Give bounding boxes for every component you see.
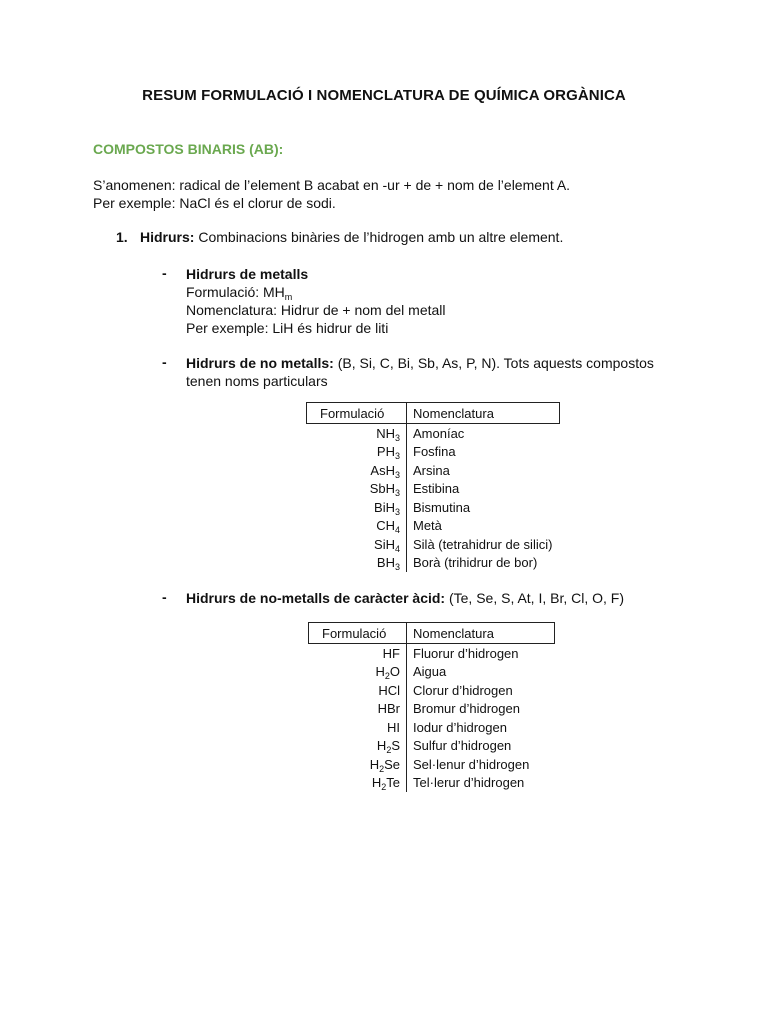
table-row [307,517,560,536]
hidrurs-no-metalls-table [306,402,560,572]
table-row [309,700,555,719]
name-cell: Amoníac [413,425,465,441]
formula-cell: HI [309,718,407,737]
intro-line-1: S’anomenen: radical de l’element B acabat en -ur + de + nom de l’element A. [93,177,571,193]
table-header-nomenclatura: Nomenclatura [407,403,560,424]
bullet-dash: - [162,354,167,370]
no-metalls-text: (B, Si, C, Bi, Sb, As, P, N). Tots aquests compostos [333,355,654,371]
table-row [309,774,555,793]
formula-cell: BiH$_3$ [307,498,407,517]
formula-cell: SiH$_4$ [307,535,407,554]
metalls-block [186,265,446,337]
formula-cell: HCl [309,681,407,700]
formula-cell: HBr [309,700,407,719]
list-item-label: Hidrurs: [140,229,195,245]
metalls-nomenclatura: Nomenclatura: Hidrur de + nom del metall [186,302,446,318]
formula-cell: $H_2S$ [309,737,407,756]
table-row [309,663,555,682]
name-cell: Tel·lerur d’hidrogen [413,775,525,791]
table-row [307,424,560,443]
name-cell: Clorur d’hidrogen [413,682,513,698]
acid-heading: Hidrurs de no-metalls de caràcter àcid: [186,590,446,606]
formula-cell: HF [309,644,407,663]
table-row [309,737,555,756]
name-cell: Sulfur d’hidrogen [413,738,512,754]
formula-cell: $NH_3$ [307,424,407,443]
no-metalls-heading: Hidrurs de no metalls: [186,355,334,371]
name-cell: Silà (tetrahidrur de silici) [413,536,553,552]
name-cell: Arsina [413,462,450,478]
acid-text: (Te, Se, S, At, I, Br, Cl, O, F) [445,590,625,606]
table-row [307,461,560,480]
formula-cell: $BH_3$ [307,554,407,573]
table-row [307,498,560,517]
list-item-hidrurs [140,229,563,245]
table-row [307,443,560,462]
bullet-dash: - [162,589,167,605]
hidrurs-acids-table [308,622,555,792]
table-header-nomenclatura: Nomenclatura [407,623,555,644]
page-title: RESUM FORMULACIÓ I NOMENCLATURA DE QUÍMICA ORGÀNICA [142,87,626,104]
table-row [309,644,555,663]
section-heading: COMPOSTOS BINARIS (AB): [93,141,284,157]
name-cell: Metà [413,518,442,534]
no-metalls-block [186,354,654,390]
formula-cell: AsH$_3$ [307,461,407,480]
metalls-exemple: Per exemple: LiH és hidrur de liti [186,320,389,336]
name-cell: Estibina [413,481,460,497]
list-number: 1. [116,229,128,245]
table-header-formulacio: Formulació [309,623,407,644]
name-cell: Fluorur d’hidrogen [413,645,519,661]
list-item-text: Combinacions binàries de l’hidrogen amb un altre element. [194,229,564,245]
formula-cell: SbH$_3$ [307,480,407,499]
formula-cell: $H_2O$ [309,663,407,682]
table-row [307,535,560,554]
formula-cell: $H_2Se$ [309,755,407,774]
name-cell: Sel·lenur d’hidrogen [413,756,530,772]
table-row [307,554,560,573]
acid-block [186,589,624,607]
no-metalls-text-2: tenen noms particulars [186,373,328,389]
table-row [309,755,555,774]
formula-cell: $PH_3$ [307,443,407,462]
name-cell: Fosfina [413,444,456,460]
name-cell: Iodur d’hidrogen [413,719,507,735]
name-cell: Borà (trihidrur de bor) [413,555,538,571]
metalls-heading: Hidrurs de metalls [186,266,309,282]
formula-cell: $CH_4$ [307,517,407,536]
name-cell: Bromur d’hidrogen [413,701,520,717]
name-cell: Aigua [413,664,447,680]
table-row [309,718,555,737]
formula-cell: $H_2Te$ [309,774,407,793]
intro-line-2: Per exemple: NaCl és el clorur de sodi. [93,195,336,211]
table-row [309,681,555,700]
bullet-dash: - [162,265,167,281]
table-row [307,480,560,499]
name-cell: Bismutina [413,499,471,515]
table-header-formulacio: Formulació [307,403,407,424]
metalls-formulacio: Formulació: $MH_m$ [186,284,293,302]
